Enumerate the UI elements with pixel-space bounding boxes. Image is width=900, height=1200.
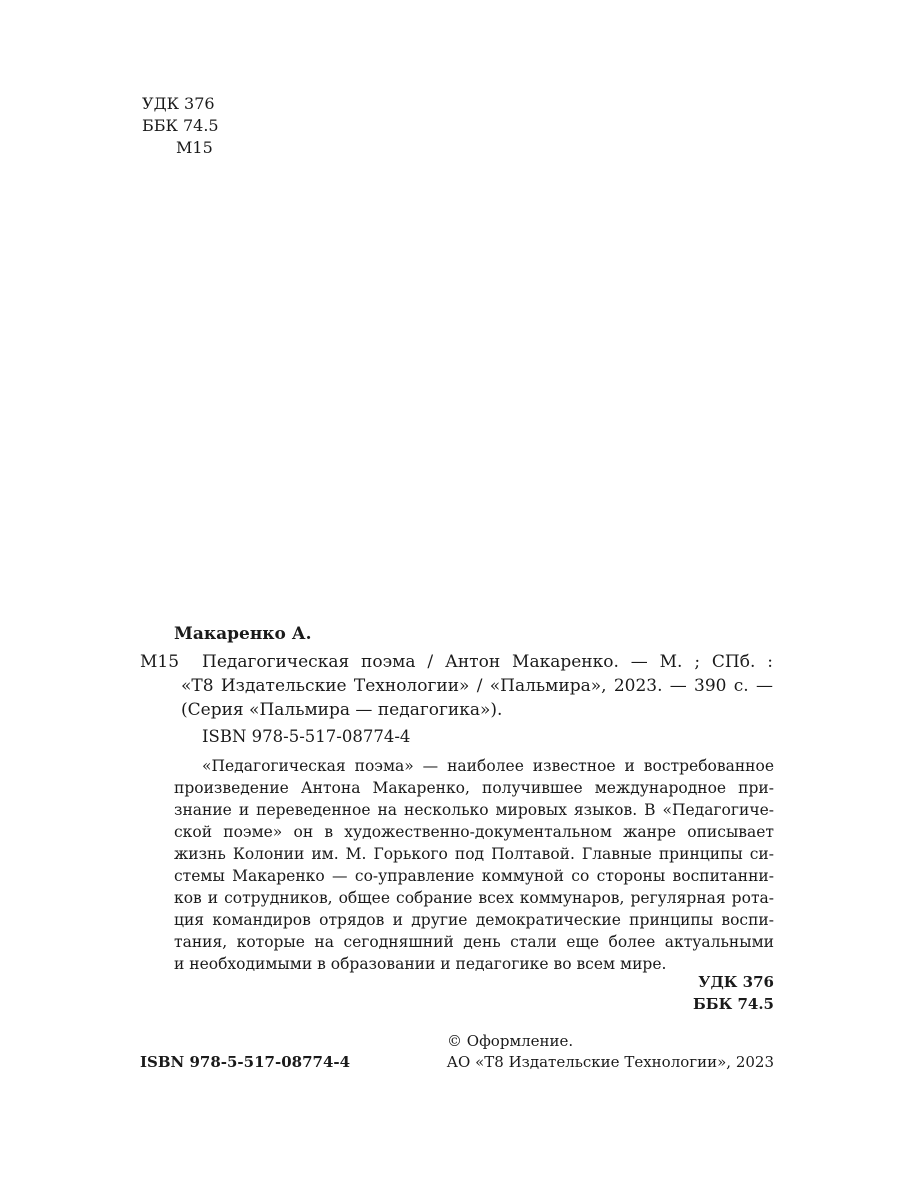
annotation-line: стемы Макаренко — со-управление коммуной со стороны воспитанни- bbox=[174, 867, 774, 885]
record-isbn: ISBN 978-5-517-08774-4 bbox=[202, 727, 411, 746]
annotation-line: ков и сотрудников, общее собрание всех коммунаров, регулярная рота- bbox=[174, 889, 774, 907]
record-mark: М15 bbox=[140, 652, 180, 672]
copyright-line-2: АО «Т8 Издательские Технологии», 2023 bbox=[446, 1053, 774, 1071]
footer-codes bbox=[693, 971, 774, 1015]
annotation-line: ской поэме» он в художественно-документальном жанре описывает bbox=[174, 823, 774, 841]
header-udk: УДК 376 bbox=[142, 94, 215, 113]
annotation-line: тания, которые на сегодняшний день стали еще более актуальными bbox=[174, 933, 774, 951]
header-author-mark: М15 bbox=[176, 138, 213, 157]
footer-udk: УДК 376 bbox=[698, 973, 774, 991]
annotation-line: знание и переведенное на несколько мировых языков. В «Педагогиче- bbox=[174, 801, 774, 819]
imprint-isbn: ISBN 978-5-517-08774-4 bbox=[140, 1053, 351, 1071]
record-line-2: «Т8 Издательские Технологии» / «Пальмира», 2023. — 390 с. — bbox=[181, 676, 773, 696]
header-codes bbox=[142, 93, 219, 159]
copyright-line-1: © Оформление. bbox=[447, 1032, 574, 1050]
annotation-line: произведение Антона Макаренко, получившее международное при- bbox=[174, 779, 774, 797]
annotation-line: жизнь Колонии им. М. Горького под Полтавой. Главные принципы си- bbox=[174, 845, 774, 863]
record-line-3: (Серия «Пальмира — педагогика»). bbox=[181, 700, 503, 720]
annotation-line: и необходимыми в образовании и педагогике во всем мире. bbox=[174, 955, 667, 973]
annotation bbox=[174, 755, 774, 975]
footer-bbk: ББК 74.5 bbox=[692, 995, 774, 1013]
record-author: Макаренко А. bbox=[174, 624, 312, 644]
annotation-line: «Педагогическая поэма» — наиболее известное и востребованное bbox=[202, 757, 774, 775]
header-bbk: ББК 74.5 bbox=[142, 116, 219, 135]
annotation-line: ция командиров отрядов и другие демократические принципы воспи- bbox=[174, 911, 774, 929]
record-line-1: Педагогическая поэма / Антон Макаренко. — М. ; СПб. : bbox=[202, 652, 773, 672]
